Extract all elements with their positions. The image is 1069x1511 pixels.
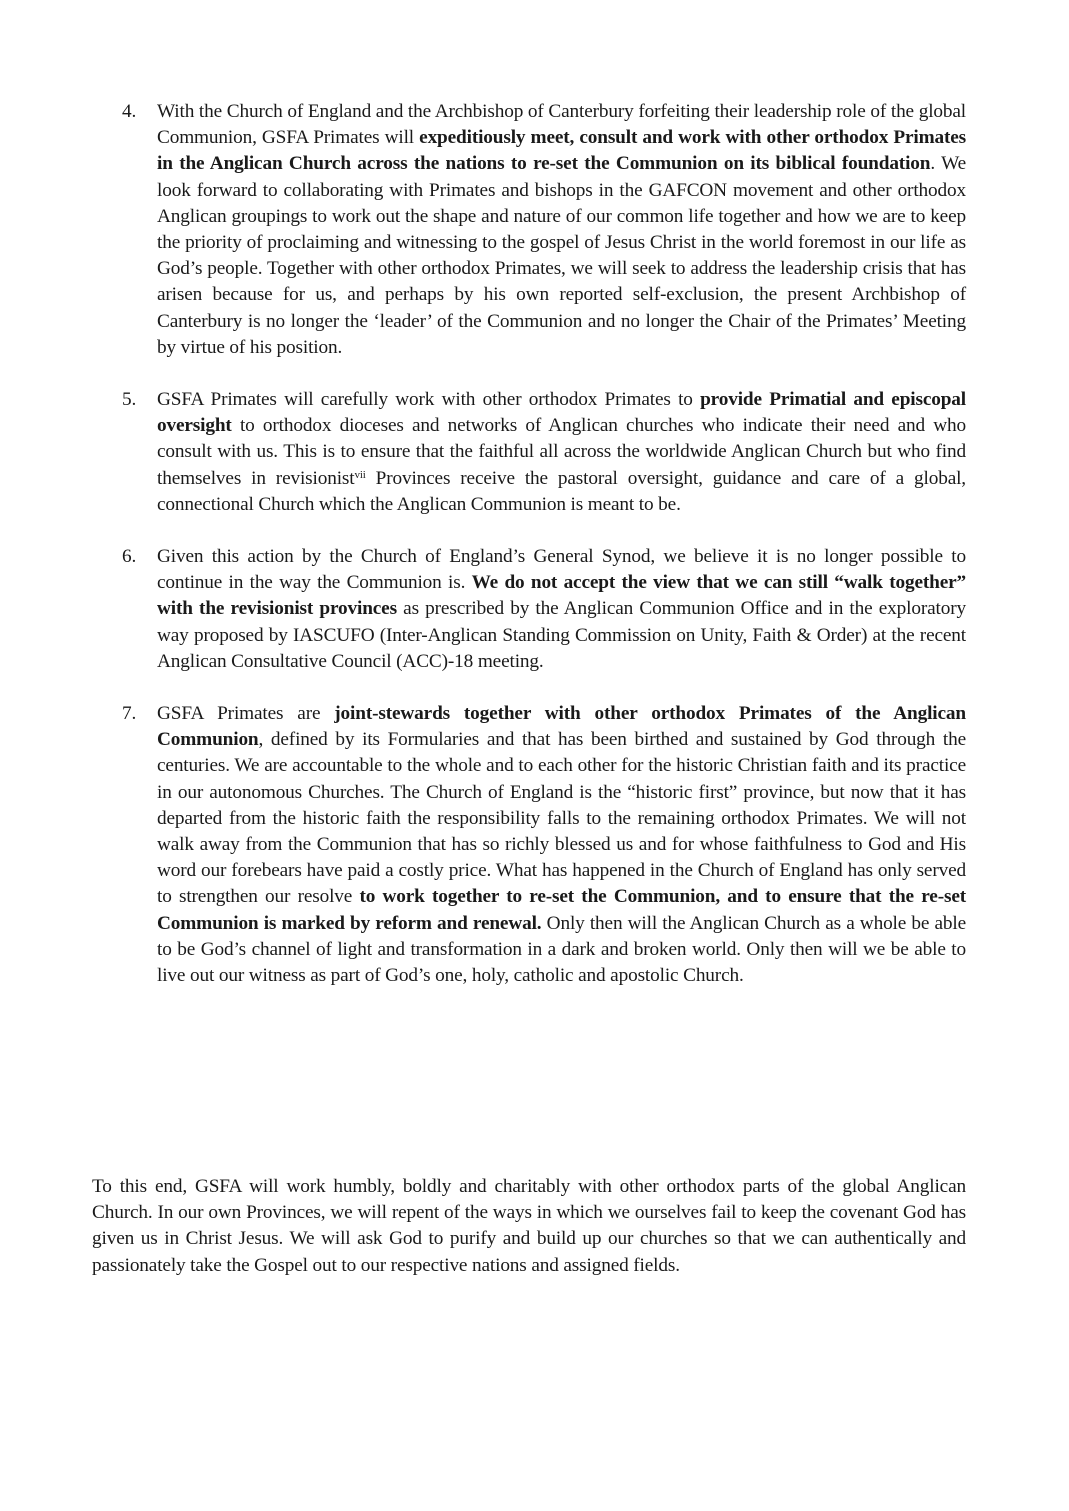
numbered-list — [122, 99, 966, 1015]
footnote-ref[interactable]: vii — [354, 468, 366, 481]
emphasis-text: to work together to re-set the Communion, and to ensure that the re-set Communion is marked by reform and renewal. — [157, 886, 967, 934]
item-number: 5. — [122, 389, 137, 411]
item-text: With the Church of England and the Archbishop of Canterbury forfeiting their leadership role of the global Communion, GSFA Primates will expeditiously meet, consult and work with other orthodox Primates in the Anglican Church across the nations to re-set the Communion on its biblical foundation. We look forward to collaborating with Primates and bishops in the GAFCON movement and other orthodox Anglican groupings to work out the shape and nature of our common life together and how we are to keep the priority of proclaiming and witnessing to the gospel of Jesus Christ in the world foremost in our life as God’s people. Together with other orthodox Primates, we will seek to address the leadership crisis that has arisen because for us, and perhaps by his own reported self-exclusion, the present Archbishop of Canterbury is no longer the ‘leader’ of the Communion and no longer the Chair of the Primates’ Meeting by virtue of his position. — [157, 101, 967, 358]
item-text: Given this action by the Church of England’s General Synod, we believe it is no longer possible to continue in the way the Communion is. We do not accept the view that we can still “walk together” with the revisionist provinces as prescribed by the Anglican Communion Office and in the exploratory way proposed by IASCUFO (Inter-Anglican Standing Commission on Unity, Faith & Order) at the recent Anglican Consultative Council (ACC)-18 meeting. — [157, 546, 966, 672]
list-item-5 — [122, 387, 966, 518]
item-number: 4. — [122, 101, 137, 122]
emphasis-text: joint-stewards together with other orthodox Primates of the Anglican Communion — [157, 703, 966, 751]
closing-paragraph: To this end, GSFA will work humbly, boldly and charitably with other orthodox parts of the global Anglican Church. In our own Provinces, we will repent of the ways in which we ourselves fail to keep the covenant God has given us in Christ Jesus. We will ask God to purify and build up our churches so that we can authentically and passionately take the Gospel out to our respective nations and assigned fields. — [92, 1176, 966, 1276]
list-item-4 — [122, 99, 966, 361]
emphasis-text: We do not accept the view that we can still “walk together” with the revisionist provinces — [157, 572, 966, 620]
item-number: 7. — [122, 703, 137, 725]
item-number: 6. — [122, 546, 137, 568]
item-text: GSFA Primates will carefully work with other orthodox Primates to provide Primatial and episcopal oversight to orthodox dioceses and networks of Anglican churches who indicate their need and who consult with us. This is to ensure that the faithful all across the worldwide Anglican Church but who find themselves in revisionist$^{vii}$ Provinces receive the pastoral oversight, guidance and care of a global, connectional Church which the Anglican Communion is meant to be. — [157, 389, 966, 515]
emphasis-text: expeditiously meet, consult and work with other orthodox Primates in the Anglican Church across the nations to re-set the Communion on its biblical foundation — [157, 127, 967, 175]
list-item-7 — [122, 701, 966, 989]
item-text: GSFA Primates are joint-stewards together with other orthodox Primates of the Anglican Communion, defined by its Formularies and that has been birthed and sustained by God through the centuries. We are accountable to the whole and to each other for the historic Christian faith and its practice in our autonomous Churches. The Church of England is the “historic first” province, but now that it has departed from the historic faith the responsibility falls to the remaining orthodox Primates. We will not walk away from the Communion that has so richly blessed us and for whose faithfulness to God and His word our forebears have paid a costly price. What has happened in the Church of England has only served to strengthen our resolve to work together to re-set the Communion, and to ensure that the re-set Communion is marked by reform and renewal. Only then will the Anglican Church as a whole be able to be God’s channel of light and transformation in a dark and broken world. Only then will we be able to live out our witness as part of God’s one, holy, catholic and apostolic Church. — [157, 703, 967, 987]
emphasis-text: provide Primatial and episcopal oversight — [157, 389, 966, 437]
list-item-6 — [122, 544, 966, 675]
